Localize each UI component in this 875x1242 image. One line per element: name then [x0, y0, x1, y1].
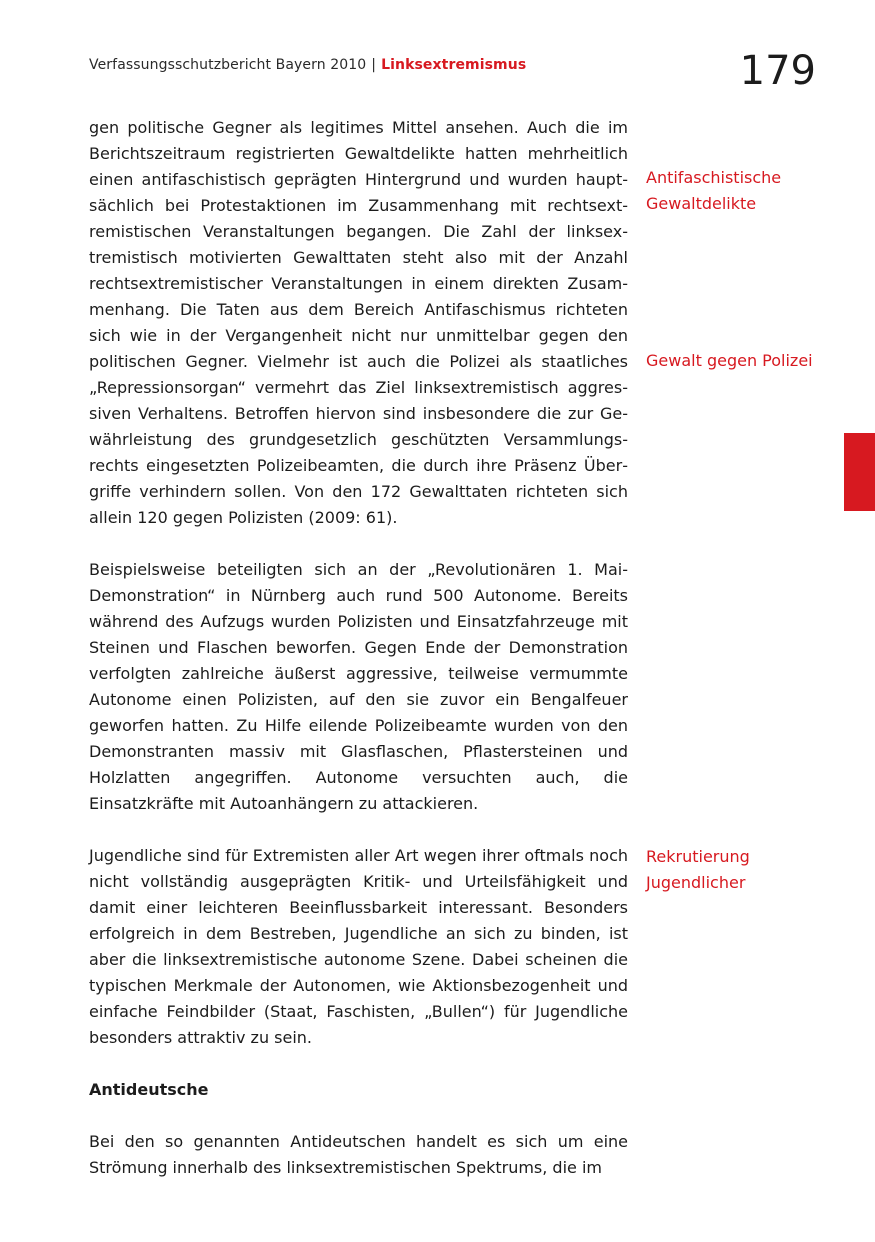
paragraph-1: gen politische Gegner als legitimes Mittel ansehen. Auch die im Berichtszeitraum registrierten Gewaltdelikte hatten mehrheitlich einen antifaschistisch geprägten Hintergrund und wurden hauptsächlich bei Protestaktionen im Zusammenhang mit rechtsextremistischen Veranstaltungen begangen. Die Zahl der linksextremistisch motivierten Gewalttaten steht also mit der Anzahl rechtsextremistischer Veranstaltungen in einem direkten Zusammenhang. Die Taten aus dem Bereich Antifaschismus richteten sich wie in der Vergangenheit nicht nur unmittelbar gegen den politischen Gegner. Vielmehr ist auch die Polizei als staatliches „Repressionsorgan“ vermehrt das Ziel linksextremistisch aggressiven Verhaltens. Betroffen hiervon sind insbesondere die zur Gewährleistung des grundgesetzlich geschützten Versammlungsrechts eingesetzten Polizeibeamten, die durch ihre Präsenz Übergriffe verhindern sollen. Von den 172 Gewalttaten richteten sich allein 120 gegen Polizisten (2009: 61).	[89, 118, 628, 527]
chapter-tab-marker	[844, 433, 875, 511]
margin-note-violence-police: Gewalt gegen Polizei	[646, 351, 813, 370]
page-number: 179	[739, 48, 816, 94]
section-title: Linksextremismus	[381, 57, 527, 73]
section-heading-antideutsche: Antideutsche	[89, 1080, 209, 1099]
paragraph-2: Beispielsweise beteiligten sich an der „Revolutionären 1. Mai-Demonstration“ in Nürnberg auch rund 500 Autonome. Bereits während des Aufzugs wurden Polizisten und Einsatzfahrzeuge mit Steinen und Flaschen beworfen. Gegen Ende der Demonstration verfolgten zahlreiche äußerst aggressive, teilweise vermummte Autonome einen Polizisten, auf den sie zuvor ein Bengalfeuer geworfen hatten. Zu Hilfe eilende Polizeibeamte wurden von den Demonstranten massiv mit Glasflaschen, Pflastersteinen und Holzlatten angegriffen. Autonome versuchten auch, die Einsatzkräfte mit Autoanhängern zu attackieren.	[89, 560, 628, 813]
publication-title: Verfassungsschutzbericht Bayern 2010	[89, 57, 367, 73]
main-text-column	[89, 115, 628, 1181]
header-separator: |	[371, 57, 377, 73]
paragraph-3: Jugendliche sind für Extremisten aller Art wegen ihrer oftmals noch nicht vollständig ausgeprägten Kritik- und Urteilsfähigkeit und damit einer leichteren Beeinflussbarkeit interessant. Besonders erfolgreich in dem Bestreben, Jugendliche an sich zu binden, ist aber die linksextremistische autonome Szene. Dabei scheinen die typischen Merkmale der Autonomen, wie Aktionsbezogenheit und einfache Feindbilder (Staat, Faschisten, „Bullen“) für Jugendliche besonders attraktiv zu sein.	[89, 846, 628, 1047]
running-header	[89, 57, 526, 73]
margin-note-antifa-violence: Antifaschistische Gewaltdelikte	[646, 168, 782, 213]
margin-note-youth-recruitment: Rekrutierung Jugendlicher	[646, 847, 750, 892]
paragraph-4: Bei den so genannten Antideutschen handelt es sich um eine Strömung innerhalb des linksextremistischen Spektrums, die im	[89, 1132, 628, 1177]
